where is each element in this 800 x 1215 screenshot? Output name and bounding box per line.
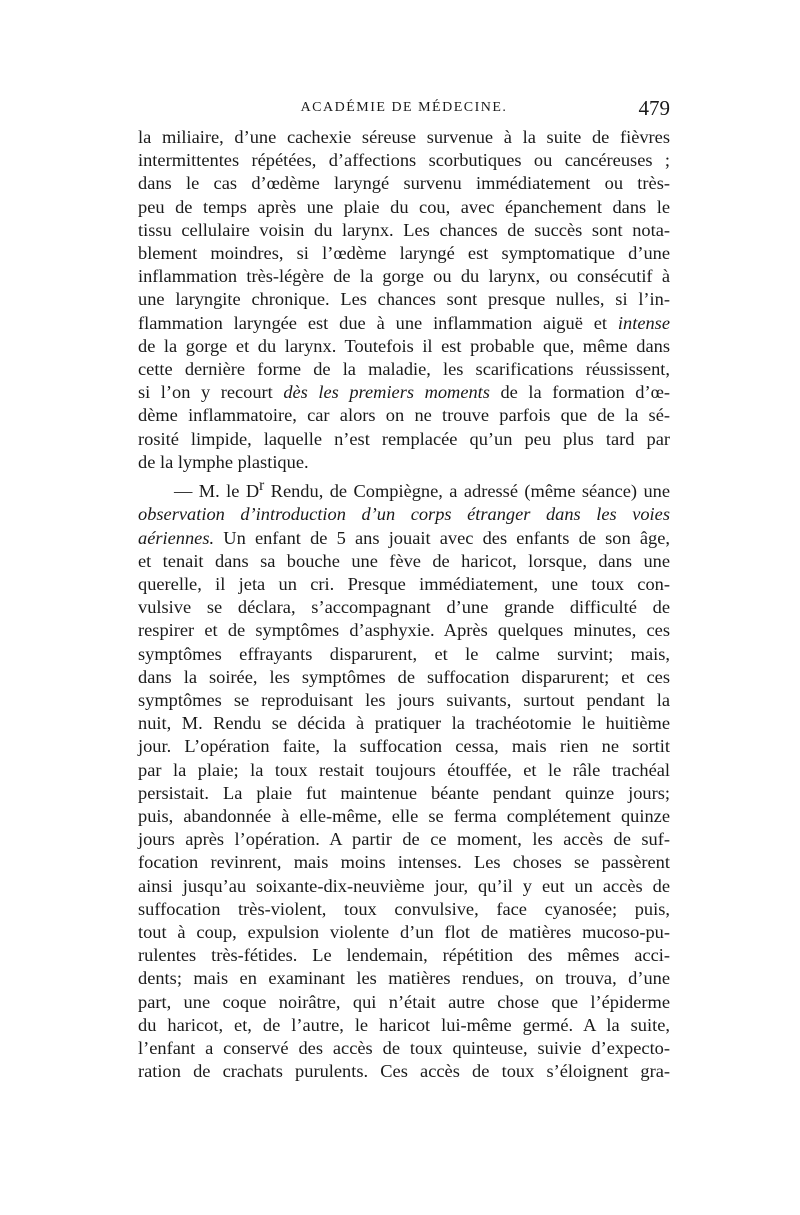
- text-line: tissu cellulaire voisin du larynx. Les chances de succès sont nota-: [138, 219, 670, 240]
- text-line: suffocation très-violent, toux convulsive, face cyanosée; puis,: [138, 898, 670, 919]
- text-line: [138, 312, 670, 335]
- text-segment: de la formation d’œ-: [489, 382, 670, 403]
- text-line: et tenait dans sa bouche une fève de haricot, lorsque, dans une: [138, 550, 670, 571]
- text-line: de la lymphe plastique.: [138, 451, 309, 472]
- page-number: 479: [638, 96, 670, 120]
- text-line: rulentes très-fétides. Le lendemain, répétition des mêmes acci-: [138, 945, 670, 966]
- italic-emphasis: intense: [617, 312, 670, 333]
- text-line: une laryngite chronique. Les chances sont presque nulles, si l’in-: [138, 289, 670, 310]
- italic-emphasis: dès les premiers moments: [283, 382, 490, 403]
- text-line: dans la soirée, les symptômes de suffocation disparurent; et ces: [138, 666, 670, 687]
- paragraph-laryngeal-edema: [138, 126, 670, 474]
- text-line: part, une coque noirâtre, qui n’était autre chose que l’épiderme: [138, 991, 670, 1012]
- text-line: jour. L’opération faite, la suffocation cessa, mais rien ne sortit: [138, 736, 670, 757]
- text-line: intermittentes répétées, d’affections scorbutiques ou cancéreuses ;: [138, 150, 670, 171]
- running-title: ACADÉMIE DE MÉDECINE.: [300, 100, 508, 115]
- text-line: tout à coup, expulsion violente d’un flot de matières mucoso-pu-: [138, 922, 670, 943]
- book-page: [138, 96, 670, 1083]
- text-line: [138, 381, 670, 404]
- running-head: [138, 96, 670, 126]
- text-line: dans le cas d’œdème laryngé survenu immédiatement ou très-: [138, 173, 670, 194]
- text-segment: si l’on y recourt: [138, 382, 284, 403]
- text-line: puis, abandonnée à elle-même, elle se ferma complétement quinze: [138, 806, 670, 827]
- body-text: [138, 126, 670, 1083]
- text-line: cette dernière forme de la maladie, les scarifications réussissent,: [138, 359, 670, 380]
- text-segment: Un enfant de 5 ans jouait avec des enfants de son âge,: [214, 527, 670, 548]
- text-line: ration de crachats purulents. Ces accès de toux s’éloignent gra-: [138, 1061, 670, 1082]
- text-line: persistait. La plaie fut maintenue béante pendant quinze jours;: [138, 782, 670, 803]
- text-line: [138, 474, 670, 503]
- text-line: l’enfant a conservé des accès de toux quinteuse, suivie d’expecto-: [138, 1038, 670, 1059]
- text-line: rosité limpide, laquelle n’est remplacée qu’un peu plus tard par: [138, 428, 670, 449]
- text-line: peu de temps après une plaie du cou, avec épanchement dans le: [138, 196, 670, 217]
- text-line: par la plaie; la toux restait toujours étouffée, et le râle trachéal: [138, 759, 670, 780]
- text-line: ainsi jusqu’au soixante-dix-neuvième jour, qu’il y eut un accès de: [138, 875, 670, 896]
- text-line: [138, 527, 670, 550]
- superscript: r: [259, 477, 265, 495]
- text-line: de la gorge et du larynx. Toutefois il est probable que, même dans: [138, 335, 670, 356]
- text-line: inflammation très-légère de la gorge ou du larynx, ou consécutif à: [138, 266, 670, 287]
- text-line: dème inflammatoire, car alors on ne trouve parfois que de la sé-: [138, 405, 670, 426]
- text-line: symptômes effrayants disparurent, et le calme survint; mais,: [138, 643, 670, 664]
- text-line: dents; mais en examinant les matières rendues, on trouva, d’une: [138, 968, 670, 989]
- text-segment: Rendu, de Compiègne, a adressé (même séance) une: [264, 481, 670, 502]
- text-line: querelle, il jeta un cri. Presque immédiatement, une toux con-: [138, 573, 670, 594]
- text-segment: — M. le D: [174, 481, 260, 502]
- text-line: symptômes se reproduisant les jours suivants, surtout pendant la: [138, 690, 670, 710]
- italic-title-end: aériennes.: [138, 527, 215, 548]
- paragraph-rendu-observation: [138, 474, 670, 1083]
- text-line: jours après l’opération. A partir de ce moment, les accès de suf-: [138, 829, 670, 850]
- text-line: la miliaire, d’une cachexie séreuse survenue à la suite de fièvres: [138, 127, 670, 147]
- text-line: respirer et de symptômes d’asphyxie. Après quelques minutes, ces: [138, 620, 670, 641]
- italic-title-line: observation d’introduction d’un corps étranger dans les voies: [138, 504, 670, 525]
- text-line: vulsive se déclara, s’accompagnant d’une grande difficulté de: [138, 597, 670, 618]
- text-line: du haricot, et, de l’autre, le haricot lui-même germé. A la suite,: [138, 1014, 670, 1035]
- text-line: focation revinrent, mais moins intenses. Les choses se passèrent: [138, 852, 670, 873]
- text-segment: flammation laryngée est due à une inflammation aiguë et: [138, 312, 618, 333]
- text-line: nuit, M. Rendu se décida à pratiquer la trachéotomie le huitième: [138, 713, 670, 734]
- text-line: blement moindres, si l’œdème laryngé est symptomatique d’une: [138, 243, 670, 264]
